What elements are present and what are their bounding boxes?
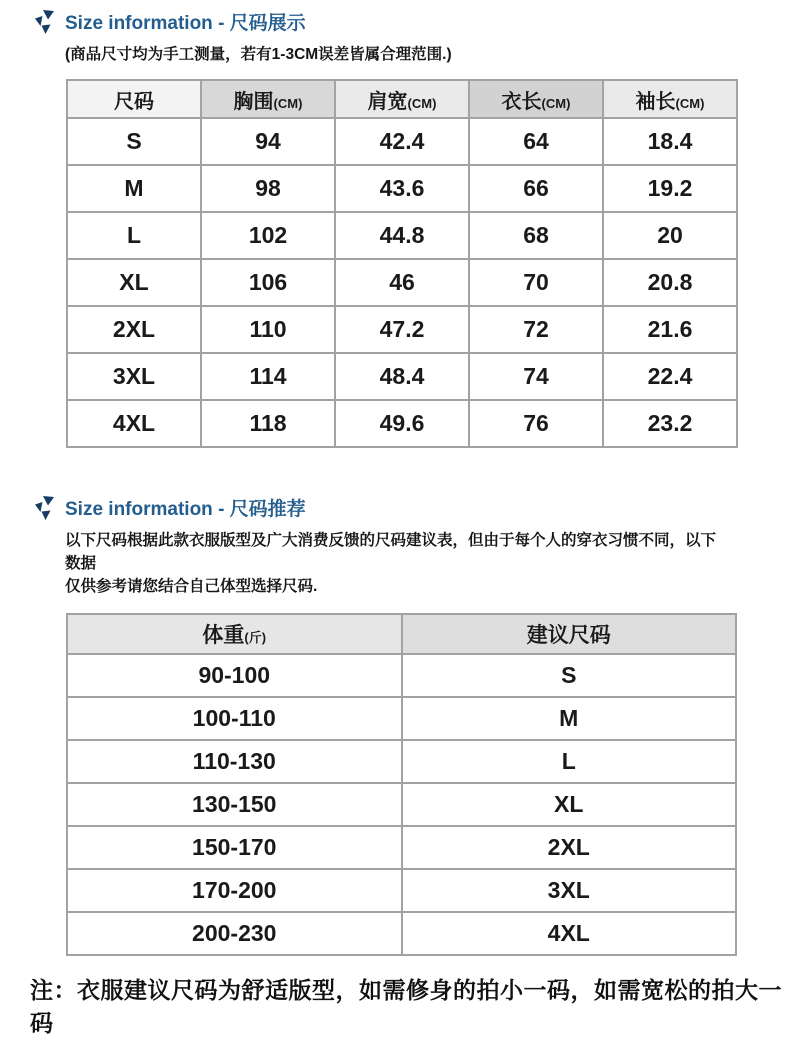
header-label: 尺码 — [114, 90, 154, 113]
cell-weight: 90-100 — [67, 654, 402, 697]
cell-chest: 106 — [201, 259, 335, 306]
size-table-header-chest — [201, 80, 335, 118]
cell-size: M — [402, 697, 737, 740]
size-table-row — [67, 400, 737, 447]
size-table — [66, 79, 738, 448]
recommend-header-size — [402, 614, 737, 654]
cell-size: S — [67, 118, 201, 165]
cell-chest: 114 — [201, 353, 335, 400]
trefoil-triangles-icon — [33, 495, 56, 521]
cell-length: 74 — [469, 353, 603, 400]
recommend-table-row — [67, 783, 736, 826]
recommend-table-row — [67, 697, 736, 740]
header-label: 体重 — [202, 624, 245, 647]
cell-size: 3XL — [67, 353, 201, 400]
recommend-header-weight — [67, 614, 402, 654]
cell-chest: 118 — [201, 400, 335, 447]
size-table-header-size — [67, 80, 201, 118]
cell-size: 3XL — [402, 869, 737, 912]
recommend-table-header-row — [67, 614, 736, 654]
cell-shoulder: 48.4 — [335, 353, 469, 400]
cell-length: 66 — [469, 165, 603, 212]
recommend-table-row — [67, 826, 736, 869]
recommend-table — [66, 613, 737, 956]
cell-length: 72 — [469, 306, 603, 353]
section1-header — [33, 0, 788, 35]
cell-sleeve: 18.4 — [603, 118, 737, 165]
cell-chest: 102 — [201, 212, 335, 259]
cell-shoulder: 46 — [335, 259, 469, 306]
cell-size: M — [67, 165, 201, 212]
header-unit: (CM) — [273, 95, 303, 111]
size-table-row — [67, 165, 737, 212]
cell-shoulder: 43.6 — [335, 165, 469, 212]
size-table-row — [67, 212, 737, 259]
cell-weight: 150-170 — [67, 826, 402, 869]
header-unit: (CM) — [407, 95, 437, 111]
size-table-row — [67, 259, 737, 306]
size-table-row — [67, 118, 737, 165]
cell-weight: 200-230 — [67, 912, 402, 955]
section1-title: Size information - 尺码展示 — [65, 13, 306, 34]
cell-sleeve: 23.2 — [603, 400, 737, 447]
cell-weight: 130-150 — [67, 783, 402, 826]
cell-size: 4XL — [67, 400, 201, 447]
header-unit: (CM) — [541, 95, 571, 111]
cell-length: 70 — [469, 259, 603, 306]
header-unit: (CM) — [675, 95, 705, 111]
size-table-header-length — [469, 80, 603, 118]
header-unit: (斤) — [244, 630, 267, 645]
cell-sleeve: 20 — [603, 212, 737, 259]
size-table-row — [67, 353, 737, 400]
cell-sleeve: 22.4 — [603, 353, 737, 400]
cell-size: L — [402, 740, 737, 783]
header-label: 胸围 — [233, 90, 274, 113]
cell-size: 2XL — [402, 826, 737, 869]
cell-shoulder: 47.2 — [335, 306, 469, 353]
header-label: 建议尺码 — [526, 624, 611, 647]
cell-size: XL — [402, 783, 737, 826]
cell-sleeve: 19.2 — [603, 165, 737, 212]
cell-length: 76 — [469, 400, 603, 447]
section1-subtitle: (商品尺寸均为手工测量，若有1-3CM误差皆属合理范围.) — [65, 46, 452, 63]
header-label: 袖长 — [635, 90, 676, 113]
cell-size: 4XL — [402, 912, 737, 955]
cell-chest: 110 — [201, 306, 335, 353]
header-label: 衣长 — [501, 90, 542, 113]
cell-chest: 98 — [201, 165, 335, 212]
recommend-table-row — [67, 912, 736, 955]
trefoil-triangles-icon — [33, 9, 56, 35]
cell-weight: 110-130 — [67, 740, 402, 783]
fit-advice-note: 注：衣服建议尺码为舒适版型，如需修身的拍小一码，如需宽松的拍大一码 — [30, 977, 782, 1036]
size-table-header-row — [67, 80, 737, 118]
cell-shoulder: 49.6 — [335, 400, 469, 447]
cell-shoulder: 42.4 — [335, 118, 469, 165]
cell-size: S — [402, 654, 737, 697]
section2-header — [33, 494, 788, 521]
cell-sleeve: 21.6 — [603, 306, 737, 353]
cell-sleeve: 20.8 — [603, 259, 737, 306]
size-table-header-sleeve — [603, 80, 737, 118]
recommend-table-row — [67, 654, 736, 697]
section2-description — [65, 529, 725, 598]
cell-weight: 170-200 — [67, 869, 402, 912]
cell-size: L — [67, 212, 201, 259]
size-table-header-shoulder — [335, 80, 469, 118]
description-line2: 仅供参考请您结合自己体型选择尺码. — [65, 578, 318, 595]
section2-title: Size information - 尺码推荐 — [65, 499, 306, 520]
recommend-table-row — [67, 740, 736, 783]
cell-size: XL — [67, 259, 201, 306]
cell-size: 2XL — [67, 306, 201, 353]
header-label: 肩宽 — [367, 90, 408, 113]
cell-weight: 100-110 — [67, 697, 402, 740]
cell-length: 68 — [469, 212, 603, 259]
cell-length: 64 — [469, 118, 603, 165]
size-table-row — [67, 306, 737, 353]
cell-chest: 94 — [201, 118, 335, 165]
recommend-table-row — [67, 869, 736, 912]
description-line1: 以下尺码根据此款衣服版型及广大消费反馈的尺码建议表，但由于每个人的穿衣习惯不同，以下数据 — [65, 532, 717, 572]
cell-shoulder: 44.8 — [335, 212, 469, 259]
